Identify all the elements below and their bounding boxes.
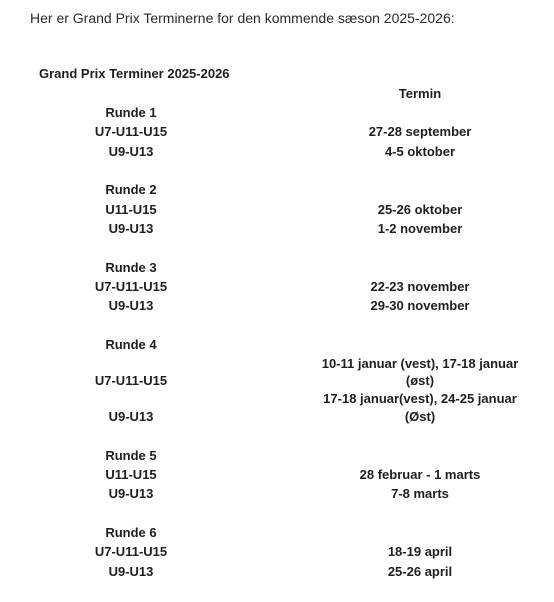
date-cell: 27-28 september xyxy=(368,124,472,139)
date-cell: 25-26 april xyxy=(387,564,453,579)
group-cell: U9-U13 xyxy=(108,486,154,501)
round-label: Runde 1 xyxy=(105,105,157,120)
date-cell: 7-8 marts xyxy=(391,486,449,501)
group-cell: U9-U13 xyxy=(108,144,154,159)
date-cell: 29-30 november xyxy=(370,298,470,313)
date-cell: 1-2 november xyxy=(377,221,463,236)
date-cell: 22-23 november xyxy=(370,279,470,294)
group-cell: U9-U13 xyxy=(108,221,154,236)
date-cell: 17-18 januar(vest), 24-25 januar xyxy=(323,391,517,406)
group-cell: U7-U11-U15 xyxy=(94,544,168,559)
group-cell: U7-U11-U15 xyxy=(94,279,168,294)
round-label: Runde 2 xyxy=(105,182,157,197)
group-cell: U9-U13 xyxy=(108,409,154,424)
round-label: Runde 5 xyxy=(105,448,157,463)
group-cell: U9-U13 xyxy=(108,298,154,313)
intro-text: Her er Grand Prix Terminerne for den kommende sæson 2025-2026: xyxy=(30,10,455,26)
round-label: Runde 6 xyxy=(105,525,157,540)
date-cell: 25-26 oktober xyxy=(377,202,463,217)
date-cell: (Øst) xyxy=(404,409,436,424)
date-cell: 28 februar - 1 marts xyxy=(359,467,481,482)
round-label: Runde 3 xyxy=(105,260,157,275)
date-cell: 18-19 april xyxy=(387,544,453,559)
date-cell: 4-5 oktober xyxy=(384,144,456,159)
group-cell: U7-U11-U15 xyxy=(94,373,168,388)
group-cell: U11-U15 xyxy=(105,467,157,482)
termin-header: Termin xyxy=(398,86,442,101)
round-label: Runde 4 xyxy=(105,337,157,352)
date-cell: 10-11 januar (vest), 17-18 januar xyxy=(321,356,519,371)
group-cell: U7-U11-U15 xyxy=(94,124,168,139)
group-cell: U9-U13 xyxy=(108,564,154,579)
date-cell: (øst) xyxy=(405,373,435,388)
group-cell: U11-U15 xyxy=(105,202,157,217)
table-title: Grand Prix Terminer 2025-2026 xyxy=(39,66,230,81)
